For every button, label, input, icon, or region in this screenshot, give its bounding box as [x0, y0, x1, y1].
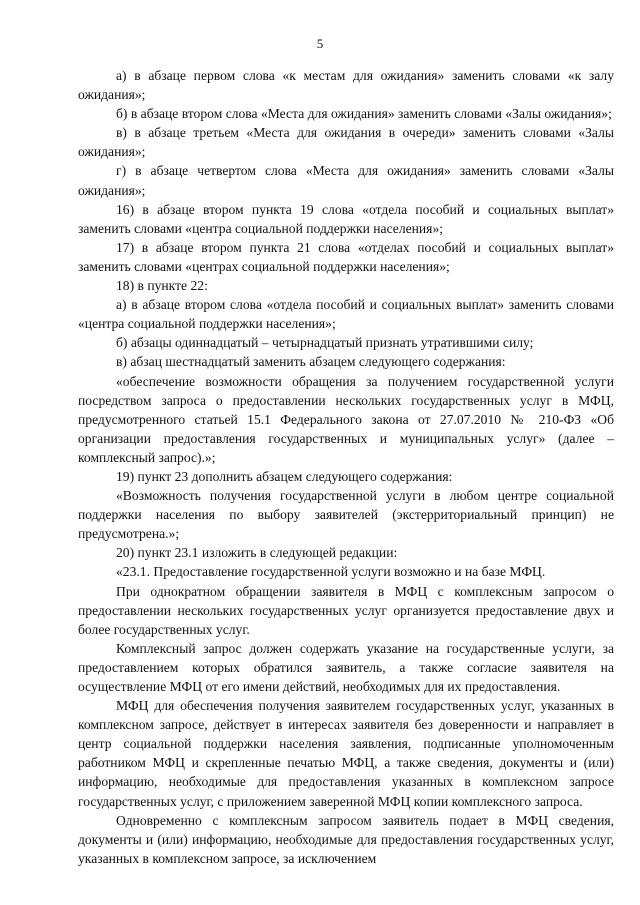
paragraph: 20) пункт 23.1 изложить в следующей редакции:: [116, 545, 398, 561]
paragraph: «23.1. Предоставление государственной услуги возможно и на базе МФЦ.: [116, 564, 546, 580]
document-body: [78, 66, 614, 868]
paragraph: 17) в абзаце втором пункта 21 слова «отделах пособий и социальных выплат» заменить словами «центрах социальной поддержки населения»;: [78, 239, 614, 274]
paragraph: 19) пункт 23 дополнить абзацем следующего содержания:: [116, 468, 453, 484]
paragraph: «обеспечение возможности обращения за получением государственной услуги посредством запроса о предоставлении нескольких государственных услуг в МФЦ, предусмотренного статьей 15.1 Федерального закона от 27.07.2010 № 210-ФЗ «Об организации предоставления государственных и муниципальных услуг» (далее – комплексный запрос).»;: [78, 373, 614, 465]
paragraph: в) абзац шестнадцатый заменить абзацем следующего содержания:: [116, 354, 506, 370]
paragraph: б) абзацы одиннадцатый – четырнадцатый признать утратившими силу;: [116, 335, 534, 351]
paragraph: «Возможность получения государственной услуги в любом центре социальной поддержки населения по выбору заявителей (экстерриториальный принцип) не предусмотрена.»;: [78, 488, 614, 542]
paragraph: 16) в абзаце втором пункта 19 слова «отдела пособий и социальных выплат» заменить словами «центра социальной поддержки населения»;: [78, 201, 614, 236]
page-number: 5: [316, 36, 324, 51]
paragraph: б) в абзаце втором слова «Места для ожидания» заменить словами «Залы ожидания»;: [116, 106, 612, 122]
paragraph: При однократном обращении заявителя в МФЦ с комплексным запросом о предоставлении нескольких государственных услуг организуется предоставление двух и более государственных услуг.: [78, 583, 614, 637]
paragraph: г) в абзаце четвертом слова «Места для ожидания» заменить словами «Залы ожидания»;: [78, 163, 614, 198]
paragraph: Комплексный запрос должен содержать указание на государственные услуги, за предоставлением которых обратился заявитель, а также согласие заявителя на осуществление МФЦ от его имени действий, необходимых для их предоставления.: [78, 640, 614, 694]
paragraph: а) в абзаце втором слова «отдела пособий и социальных выплат» заменить словами «центра социальной поддержки населения»;: [78, 297, 614, 332]
paragraph: а) в абзаце первом слова «к местам для ожидания» заменить словами «к залу ожидания»;: [78, 68, 614, 103]
paragraph: в) в абзаце третьем «Места для ожидания в очереди» заменить словами «Залы ожидания»;: [78, 125, 614, 160]
paragraph: Одновременно с комплексным запросом заявитель подает в МФЦ сведения, документы и (или) информацию, необходимые для предоставления государственных услуг, указанных в комплексном запросе, за исключением: [78, 812, 614, 866]
paragraph: 18) в пункте 22:: [116, 278, 208, 294]
paragraph: МФЦ для обеспечения получения заявителем государственных услуг, указанных в комплексном запросе, действует в интересах заявителя без доверенности и направляет в центр социальной поддержки населения заявления, подписанные уполномоченным работником МФЦ и скрепленные печатью МФЦ, а также сведения, документы и (или) информацию, необходимые для предоставления указанных в комплексном запросе государственных услуг, с приложением заверенной МФЦ копии комплексного запроса.: [78, 698, 614, 809]
